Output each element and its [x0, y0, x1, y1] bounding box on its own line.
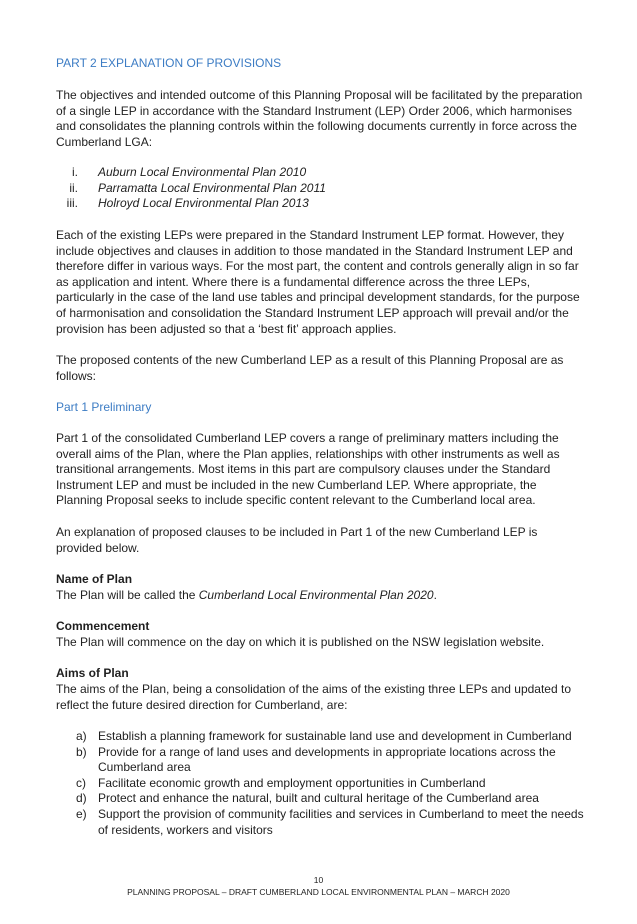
list-item: i. Auburn Local Environmental Plan 2010: [72, 165, 307, 179]
list-item: ii. Parramatta Local Environmental Plan 2011: [69, 180, 326, 195]
list-item: b) Provide for a range of land uses and developments in appropriate locations across the Cumberland area: [76, 744, 556, 775]
commencement-text: The Plan will commence on the day on which it is published on the NSW legislation website.: [56, 635, 545, 649]
name-of-plan-text: The Plan will be called the Cumberland Local Environmental Plan 2020.: [56, 588, 437, 602]
aims-heading: Aims of Plan: [56, 666, 129, 680]
list-item: e) Support the provision of community facilities and services in Cumberland to meet the needs of residents, workers and visitors: [76, 806, 584, 837]
list-item: d) Protect and enhance the natural, built and cultural heritage of the Cumberland area: [76, 791, 539, 806]
commencement-heading: Commencement: [56, 619, 150, 633]
part1-paragraph: Part 1 of the consolidated Cumberland LEP covers a range of preliminary matters including the overall aims of the Plan, where the Plan applies, relationships with other instruments as well as transitional arrangements. Most items in this part are compulsory clauses under the Standard Instrument LEP and must be included in the new Cumberland LEP. Where appropriate, the Planning Proposal seeks to include specific content relevant to the Cumberland local area.: [56, 431, 560, 508]
aims-list: [56, 729, 584, 838]
page-footer: PLANNING PROPOSAL – DRAFT CUMBERLAND LOCAL ENVIRONMENTAL PLAN – MARCH 2020: [127, 887, 510, 897]
existing-plans-list: [56, 165, 576, 212]
aims-text: The aims of the Plan, being a consolidation of the aims of the existing three LEPs and updated to reflect the future desired direction for Cumberland, are:: [56, 682, 571, 712]
list-item: iii. Holroyd Local Environmental Plan 2013: [66, 196, 309, 211]
list-item: a) Establish a planning framework for sustainable land use and development in Cumberland: [76, 729, 572, 743]
page-number: 10: [313, 875, 324, 885]
name-of-plan-heading: Name of Plan: [56, 572, 133, 586]
part1-heading: Part 1 Preliminary: [56, 400, 152, 414]
existing-leps-paragraph: Each of the existing LEPs were prepared in the Standard Instrument LEP format. However, they include objectives and clauses in addition to those mandated in the Standard Instrument LEP and therefore differ in various ways. For the most part, the content and controls generally align in so far as application and intent. Where there is a fundamental difference across the three LEPs, particularly in the case of the land use tables and principal development standards, for the purpose of harmonisation and consolidation the Standard Instrument LEP approach will prevail and/or the provision has been adjusted so that a ‘best fit’ approach applies.: [56, 228, 580, 336]
part1-explanation-paragraph: An explanation of proposed clauses to be included in Part 1 of the new Cumberland LEP is provided below.: [56, 525, 538, 555]
intro-paragraph: The objectives and intended outcome of this Planning Proposal will be facilitated by the preparation of a single LEP in accordance with the Standard Instrument (LEP) Order 2006, which harmonises and consolidates the planning controls within the following documents currently in force across the Cumberland LGA:: [56, 88, 583, 149]
section-title: PART 2 EXPLANATION OF PROVISIONS: [56, 56, 282, 70]
proposed-contents-paragraph: The proposed contents of the new Cumberland LEP as a result of this Planning Proposal are as follows:: [56, 353, 564, 383]
list-item: c) Facilitate economic growth and employment opportunities in Cumberland: [76, 775, 486, 790]
